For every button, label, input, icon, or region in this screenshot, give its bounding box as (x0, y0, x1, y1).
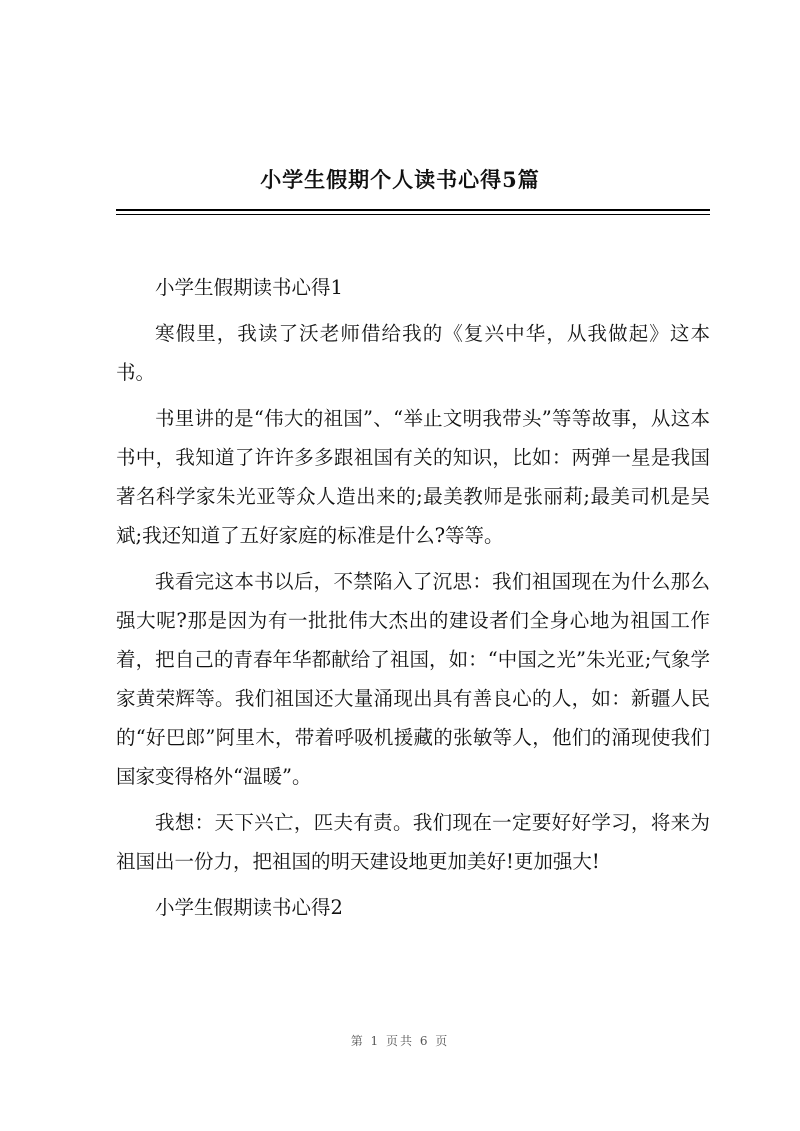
paragraph-1: 寒假里，我读了沃老师借给我的《复兴中华，从我做起》这本书。 (116, 322, 710, 384)
paragraph-3: 我看完这本书以后，不禁陷入了沉思：我们祖国现在为什么那么强大呢?那是因为有一批批伟大杰出的建设者们全身心地为祖国工作着，把自己的青春年华都献给了祖国，如：“中国之光”朱光亚;气象学家黄荣辉等。我们祖国还大量涌现出具有善良心的人，如：新疆人民的“好巴郎”阿里木，带着呼吸机援藏的张敏等人，他们的涌现使我们国家变得格外“温暖”。 (116, 570, 710, 788)
title-rule-thin (116, 214, 710, 215)
document-body (116, 268, 710, 934)
paragraph-4: 我想：天下兴亡，匹夫有责。我们现在一定要好好学习，将来为祖国出一份力，把祖国的明天建设地更加美好!更加强大! (116, 811, 710, 873)
page-title: 小学生假期个人读书心得5篇 (260, 167, 540, 192)
title-rule-thick (116, 209, 710, 211)
section-heading-2: 小学生假期读书心得2 (155, 896, 343, 919)
page-number-footer: 第 1 页共 6 页 (350, 1034, 450, 1048)
section-heading-1: 小学生假期读书心得1 (155, 276, 343, 299)
paragraph-2: 书里讲的是“伟大的祖国”、“举止文明我带头”等等故事，从这本书中，我知道了许许多多跟祖国有关的知识，比如：两弹一星是我国著名科学家朱光亚等众人造出来的;最美教师是张丽莉;最美司机是吴斌;我还知道了五好家庭的标准是什么?等等。 (116, 407, 710, 547)
